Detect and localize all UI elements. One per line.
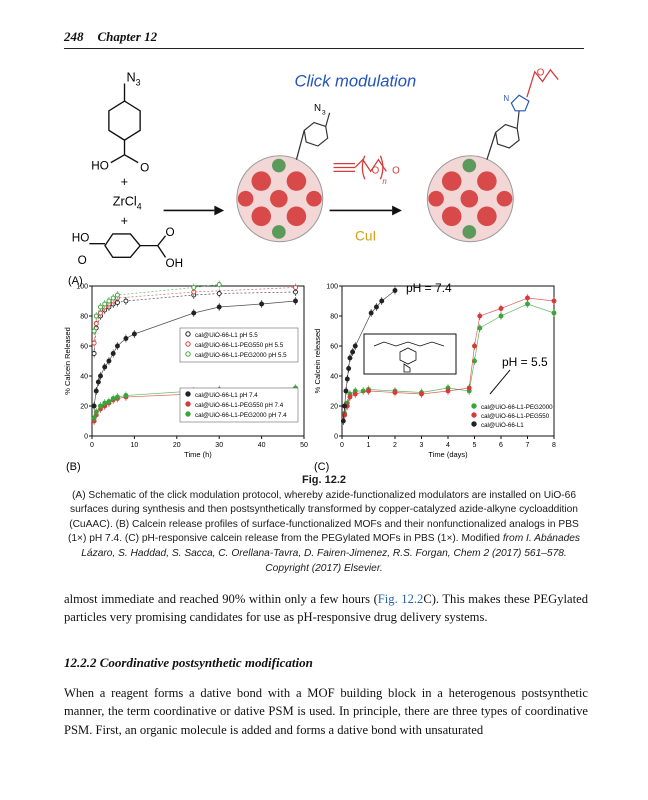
y-axis-label: % Calcein released — [313, 328, 322, 394]
data-point — [467, 386, 471, 390]
legend-marker — [186, 332, 190, 336]
x-tick-label: 0 — [90, 442, 94, 449]
x-tick-label: 6 — [499, 442, 503, 449]
data-point — [107, 400, 111, 404]
panel-c-label: (C) — [314, 461, 330, 473]
legend-entry: cal@UiO-66-L1-PEG550 pH 5.5 — [195, 342, 284, 349]
legend-entry: cal@UiO-66-L1 pH 7.4 — [195, 392, 258, 399]
svg-text:HO: HO — [91, 159, 109, 173]
data-point — [446, 389, 450, 393]
page-number: 248 — [64, 29, 84, 44]
x-tick-label: 3 — [419, 442, 424, 449]
legend-entry: cal@UiO-66-L1-PEG2000 pH 5.5 — [195, 352, 287, 359]
data-point — [107, 359, 111, 363]
running-header — [64, 28, 584, 49]
data-point — [348, 395, 352, 399]
data-point — [526, 302, 530, 306]
svg-text:O: O — [77, 254, 87, 268]
legend-entry: cal@UiO-66-L1 — [481, 422, 524, 429]
data-point — [103, 365, 107, 369]
data-point — [380, 299, 384, 303]
caption-title: Fig. 12.2 — [301, 474, 347, 486]
legend-entry: cal@UiO-66-L1-PEG2000 — [481, 404, 553, 411]
x-tick-label: 20 — [172, 442, 181, 449]
data-point — [94, 314, 98, 318]
data-point — [369, 311, 373, 315]
data-point — [473, 344, 477, 348]
data-point — [98, 404, 102, 408]
data-point — [217, 305, 221, 309]
svg-text:O: O — [371, 165, 380, 177]
data-point — [124, 337, 128, 341]
data-point — [98, 305, 102, 309]
data-point — [92, 416, 96, 420]
plus-sign-2: + — [120, 214, 129, 229]
calcein-structure-inset — [364, 334, 456, 374]
data-point — [217, 292, 221, 296]
zrcl4-label: ZrCl$_4$ — [112, 194, 142, 212]
x-axis-label: Time (days) — [428, 450, 468, 459]
legend-marker — [186, 352, 190, 356]
y-tick-label: 60 — [80, 343, 88, 351]
y-axis-label: % Calcein Released — [63, 327, 72, 395]
scheme-title: Click modulation — [294, 71, 417, 91]
x-tick-label: 40 — [257, 442, 266, 449]
legend-entry: cal@UiO-66-L1-PEG550 — [481, 413, 550, 420]
data-point — [115, 344, 119, 348]
data-point — [92, 352, 96, 356]
data-point — [111, 397, 115, 401]
legend-marker — [472, 404, 476, 408]
legend-marker — [472, 422, 476, 426]
data-point — [92, 404, 96, 408]
data-point — [260, 302, 264, 306]
data-point — [115, 395, 119, 399]
terephthalic-acid-structure — [89, 234, 165, 257]
panel-b-label: (B) — [66, 461, 81, 473]
y-tick-label: 20 — [80, 403, 88, 411]
figure-12-2 — [64, 62, 564, 482]
data-point — [499, 314, 503, 318]
n3-label: $N_3$ — [126, 70, 141, 88]
svg-text:O: O — [392, 165, 400, 177]
y-tick-label: 60 — [330, 343, 338, 351]
data-point — [94, 322, 98, 326]
panel-c-chart — [314, 274, 564, 478]
data-point — [344, 389, 348, 393]
data-point — [124, 394, 128, 398]
data-point — [478, 314, 482, 318]
legend-marker — [472, 413, 476, 417]
x-tick-label: 5 — [472, 442, 477, 449]
svg-text:3: 3 — [321, 109, 326, 117]
panel-a-label: (A) — [68, 275, 83, 287]
y-tick-label: 100 — [326, 283, 338, 291]
caption-text: (A) Schematic of the click modulation protocol, whereby azide-functionalized modulators are installed on UiO-66 surfaces during synthesis and then postsynthetically transformed by copper-catalyzed azide-alkyne cycloaddition (CuAAC). (B) Calcein release profiles of surface-functionalized MOFs and their nonfunctionalized analogs in PBS (1×) pH 7.4. (C) pH-responsive calcein release from the PEGylated MOFs in PBS (1×). Modified — [67, 489, 579, 545]
data-point — [341, 419, 345, 423]
data-point — [92, 329, 96, 333]
svg-text:OH: OH — [165, 257, 184, 271]
x-tick-label: 4 — [446, 442, 450, 449]
svg-text:N: N — [503, 94, 510, 104]
y-tick-label: 40 — [330, 373, 338, 381]
ph-low-label: pH = 5.5 — [502, 355, 548, 369]
data-point — [353, 392, 357, 396]
panel-b-chart — [64, 274, 312, 478]
svg-text:HO: HO — [71, 231, 90, 245]
x-axis-label: Time (h) — [184, 450, 212, 459]
svg-text:O: O — [140, 161, 150, 175]
y-tick-label: 80 — [330, 313, 338, 321]
x-tick-label: 7 — [525, 442, 530, 449]
svg-text:O: O — [165, 225, 175, 239]
chapter-title: Chapter 12 — [97, 29, 158, 44]
data-point — [393, 289, 397, 293]
data-point — [94, 389, 98, 393]
svg-text:n: n — [382, 177, 387, 187]
data-point — [348, 356, 352, 360]
panel-a-scheme — [64, 62, 564, 272]
paragraph-1: almost immediate and reached 90% within only a few hours (Fig. 12.2C). This makes these PEGylated particles very promising candidates for use as pH-responsive drug delivery systems. — [64, 592, 588, 625]
caption-credit: from I. Abánades Lázaro, S. Haddad, S. Sacca, C. Orellana-Tavra, D. Fairen-Jimenez, R.S. Forgan, Chem 2 (2017) 561–578. Copyright (2017) Elsevier. — [81, 533, 581, 574]
reaction-arrow-1 — [164, 206, 225, 216]
data-point — [192, 311, 196, 315]
figure-link[interactable]: Fig. 12.2 — [377, 592, 424, 606]
data-point — [124, 299, 128, 303]
data-point — [343, 413, 347, 417]
y-tick-label: 0 — [84, 433, 88, 441]
data-point — [98, 374, 102, 378]
data-point — [294, 286, 298, 290]
svg-text:N: N — [314, 102, 322, 114]
data-point — [374, 305, 378, 309]
x-tick-label: 30 — [215, 442, 224, 449]
legend-marker — [186, 342, 190, 346]
x-tick-label: 8 — [552, 442, 556, 449]
data-point — [526, 296, 530, 300]
mof-particle-peg — [427, 67, 558, 242]
data-point — [552, 311, 556, 315]
data-point — [343, 404, 347, 408]
data-point — [111, 296, 115, 300]
y-tick-label: 80 — [80, 313, 88, 321]
legend-marker — [186, 392, 190, 396]
svg-text:O: O — [536, 67, 545, 79]
x-tick-label: 0 — [340, 442, 344, 449]
figure-caption — [64, 473, 584, 576]
ph-low-arrow — [490, 370, 510, 394]
data-point — [499, 307, 503, 311]
legend-entry: cal@UiO-66-L1-PEG2000 pH 7.4 — [195, 412, 287, 419]
x-tick-label: 10 — [130, 442, 139, 449]
data-point — [552, 299, 556, 303]
azido-benzoic-acid-structure — [109, 83, 140, 162]
data-point — [351, 350, 355, 354]
data-point — [345, 377, 349, 381]
data-point — [103, 302, 107, 306]
y-tick-label: 0 — [334, 433, 338, 441]
x-tick-label: 1 — [366, 442, 371, 449]
ph-high-label: pH = 7.4 — [406, 281, 452, 295]
mof-particle-azide — [237, 113, 330, 242]
y-tick-label: 40 — [80, 373, 88, 381]
data-point — [107, 299, 111, 303]
y-tick-label: 100 — [76, 283, 88, 291]
data-point — [478, 326, 482, 330]
reaction-arrow-2 — [330, 206, 402, 216]
data-point — [420, 392, 424, 396]
data-point — [98, 311, 102, 315]
legend-marker — [186, 402, 190, 406]
y-tick-label: 20 — [330, 403, 338, 411]
paragraph-2: When a reagent forms a dative bond with a MOF building block in a heterogenous postsynthetic manner, the term coordinative or dative PSM is used. In principle, there are three types of coordinative PSM. First, an organic molecule is added and forms a dative bond with unsaturated — [64, 686, 588, 737]
data-point — [103, 401, 107, 405]
data-point — [347, 367, 351, 371]
data-point — [96, 380, 100, 384]
data-point — [217, 283, 221, 287]
panel-b-plot — [63, 281, 308, 460]
data-point — [393, 391, 397, 395]
data-point — [111, 352, 115, 356]
section-heading: 12.2.2 Coordinative postsynthetic modification — [64, 655, 313, 670]
data-point — [294, 299, 298, 303]
data-point — [367, 389, 371, 393]
legend-entry: cal@UiO-66-L1 pH 5.5 — [195, 332, 258, 339]
plus-sign-1: + — [120, 175, 129, 190]
data-point — [92, 341, 96, 345]
legend-entry: cal@UiO-66-L1-PEG550 pH 7.4 — [195, 402, 284, 409]
x-tick-label: 50 — [300, 442, 308, 449]
data-point — [353, 344, 357, 348]
data-point — [115, 293, 119, 297]
reagent-cui: CuI — [355, 228, 377, 244]
x-tick-label: 2 — [393, 442, 397, 449]
data-point — [132, 332, 136, 336]
data-point — [192, 286, 196, 290]
data-point — [94, 410, 98, 414]
legend-marker — [186, 412, 190, 416]
